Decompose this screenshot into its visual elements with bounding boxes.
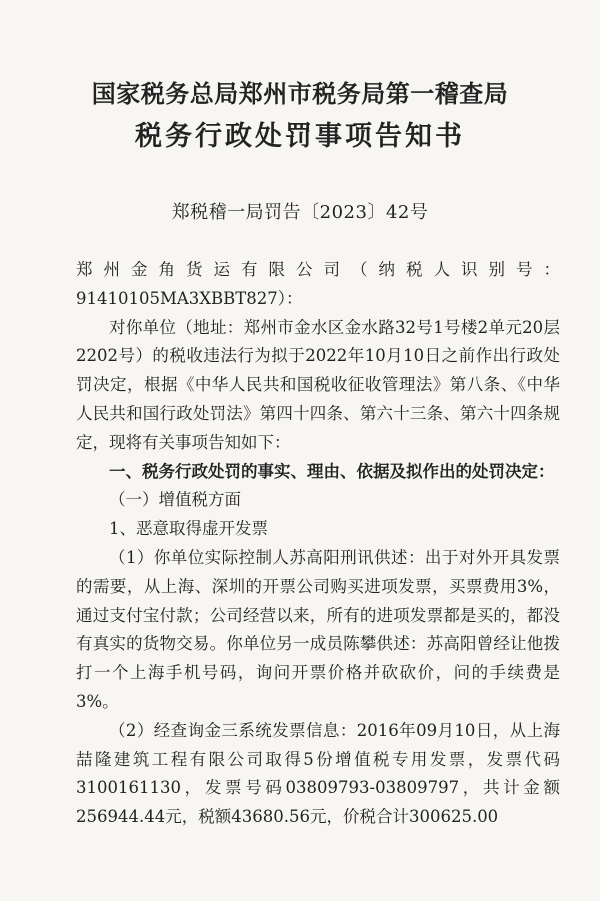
document-title: 税务行政处罚事项告知书 <box>135 121 465 152</box>
section-heading-1: 一、税务行政处罚的事实、理由、依据及拟作出的处罚决定： <box>109 461 555 481</box>
fact-paragraph-1: （1）你单位实际控制人苏高阳刑讯供述：出于对外开具发票的需要，从上海、深圳的开票公司购买进项发票，买票费用3%，通过支付宝付款；公司经营以来，所有的进项发票都是买的，都没有真实的货物交易。你单位另一成员陈攀供述：苏高阳曾经让他拨打一个上海手机号码，询问开票价格并砍砍价，问的手续费是3%。 <box>76 547 560 711</box>
item-heading-1: 1、恶意取得虚开发票 <box>109 519 268 539</box>
intro-paragraph: 对你单位（地址：郑州市金水区金水路32号1号楼2单元20层2202号）的税收违法行为拟于2022年10月10日之前作出行政处罚决定，根据《中华人民共和国税收征收管理法》第八条、《中华人民共和国行政处罚法》第四十四条、第六十三条、第六十四条规定，现将有关事项告知如下： <box>76 317 560 452</box>
document-number: 郑税稽一局罚告〔2023〕42号 <box>171 202 429 223</box>
document-body <box>76 256 560 832</box>
addressee-paragraph: 郑州金角货运有限公司（纳税人识别号：91410105MA3XBBT827）： <box>76 260 560 308</box>
fact-paragraph-2: （2）经查询金三系统发票信息：2016年09月10日，从上海喆隆建筑工程有限公司取得5份增值税专用发票，发票代码3100161130，发票号码03809793-03809797，共计金额256944.44元，税额43680.56元，价税合计300625.00 <box>76 720 560 827</box>
subsection-heading-vat: （一）增值税方面 <box>109 490 241 510</box>
issuing-authority-title: 国家税务总局郑州市税务局第一稽查局 <box>91 79 509 108</box>
